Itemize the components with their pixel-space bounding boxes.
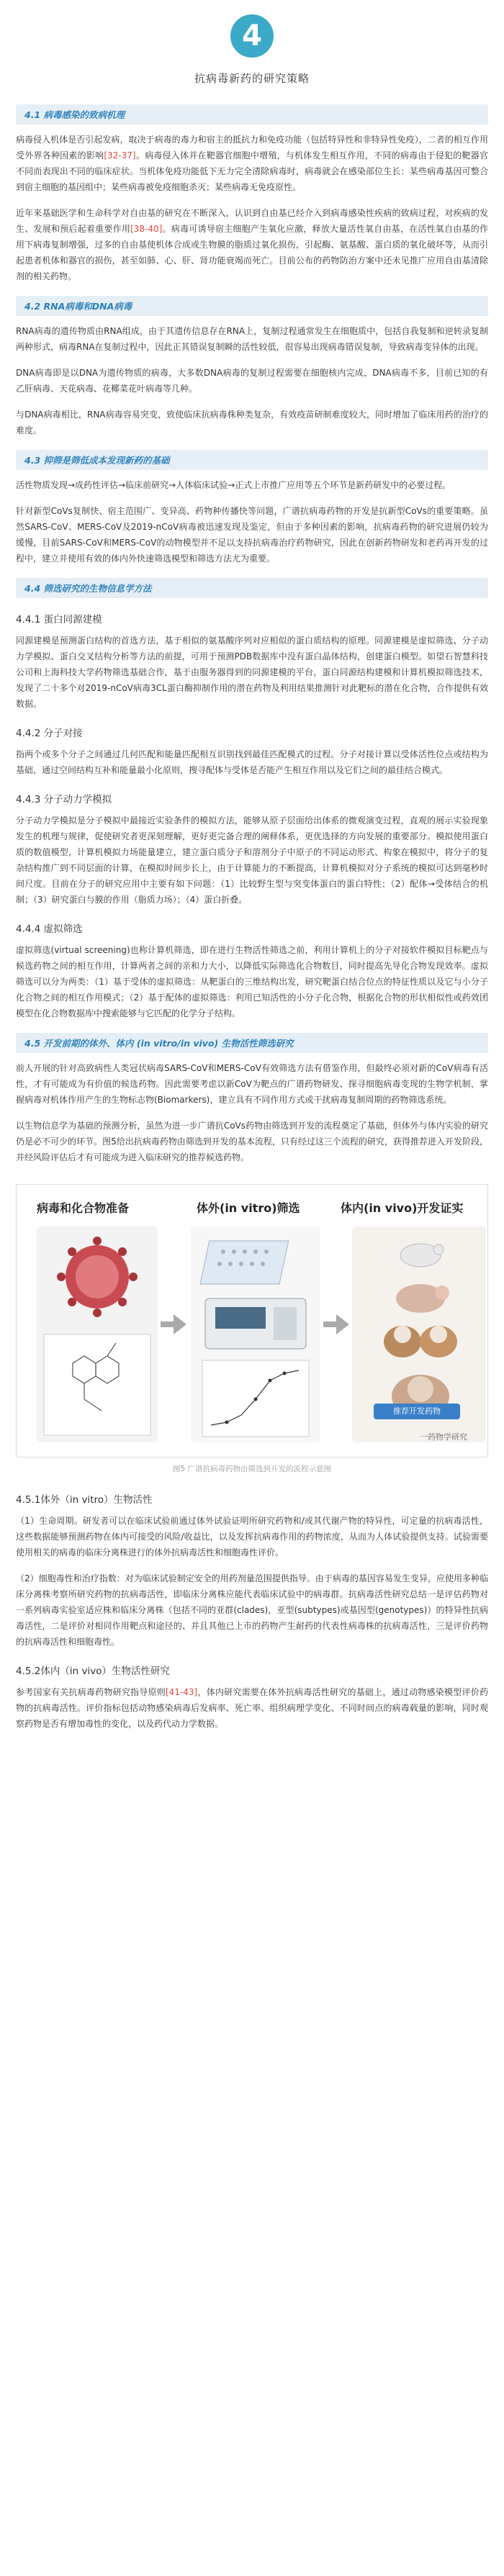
article-body — [0, 104, 504, 1732]
flow-arrow — [161, 1321, 175, 1327]
subheading-4-5-2: 4.5.2体内（in vivo）生物活性研究 — [16, 1666, 170, 1677]
paragraph: 虚拟筛选(virtual screening)也称计算机筛选，即在进行生物活性筛选之前，利用计算机上的分子对接软件模拟目标靶点与候选药物之间的相互作用，计算两者之间的亲和力大小，以降低实际筛选化合物数目，同时提高先导化合物发现效率。虚拟筛选可以分为两类：（1）基于受体的虚拟筛选：从靶蛋白的三维结构出发，研究靶蛋白结合位点的特征性质以及它与小分子化合物之间的相互作用模式；（2）基于配体的虚拟筛选：利用已知活性的小分子化合物，根据化合物的形状相似性或药效团模型在化合物数据库中搜索能够与它匹配的化学分子结构。 — [16, 945, 488, 1018]
section-heading-4-4: 4.4 筛选研究的生物信息学方法 — [16, 578, 488, 598]
page-title: 抗病毒新药的研究策略 — [194, 72, 310, 85]
flow-figure — [16, 1184, 488, 1458]
citation-ref: [41-43] — [166, 1687, 198, 1697]
recommend-badge: 推荐开发药物 — [374, 1404, 460, 1419]
paragraph: RNA病毒的遗传物质由RNA组成，由于其遗传信息存在RNA上，复制过程通常发生在细胞质中，包括自我复制和逆转录复制两种形式，病毒RNA在复制过程中，因此正其错误复制瞬的活性较低，很容易出现病毒错误复制，导致病毒变异体的出现。 — [16, 326, 488, 352]
paragraph: 分子动力学模拟是分子模拟中最接近实验条件的模拟方法，能够从原子层面给出体系的微观演变过程，直观的展示实验现象发生的机理与规律，促使研究者更深刻理解，更好更完备合理的阐释体系，更优选择的方向发展的重要部分。模拟使用蛋白质的数值模型，计算机模拟力场能量建立，建立蛋白质分子和溶剂分子中原子的不同运动形式、构象在模拟中，将分子的复杂结构推广到不同层面的计算，在模拟时间步长上，由于计算能力的不断提高，计算机模拟对分子系统的模拟可达到毫秒时间尺度。目前在分子的研究应用中主要有如下问题：（1）比较野生型与突变体蛋白的蛋白特性；（2）配体→受体结合的机制；（3）研究蛋白与膜的作用（脂质力场）；（4）蛋白折叠。 — [16, 815, 488, 905]
paragraph: 指两个或多个分子之间通过几何匹配和能量匹配相互识别找到最佳匹配模式的过程。分子对接计算以受体活性位点或结构为基础，通过空间结构互补和能量最小化原则，搜寻配体与受体是否能产生相互作用以及它们之间的最佳结合模式。 — [16, 749, 488, 775]
virus-illustration — [37, 1226, 158, 1442]
flow-arrow — [323, 1321, 338, 1327]
section-heading-4-1: 4.1 病毒感染的致病机理 — [16, 104, 488, 125]
paragraph: （2）细胞毒性和治疗指数：对为临床试验制定安全的用药剂量范围提供指导。由于病毒的基因容易发生变异，应使用多种临床分离株考察所研究药物的抗病毒活性，即临床分离株应能代表临床试验中的病毒群。抗病毒活性研究总结一是评估药物对一系列病毒实验室适应株和临床分离株（包括不同的亚群(clades)，亚型(subtypes)或基因型(genotypes)）的特异性抗病毒活性，二是评价对相同作用靶点和途径的、并且其他已上市的药物产生耐药的代表性病毒株的抗病毒活性，三是评价药物的抗病毒活性和细胞毒性。 — [16, 1573, 488, 1647]
section-badge: 4 — [230, 14, 274, 58]
figure-caption: 图5 广谱抗病毒药物由筛选到开发的流程示意图 — [172, 1465, 332, 1473]
paragraph: 同源建模是预测蛋白结构的首选方法，基于相似的氨基酸序列对应相似的蛋白质结构的原理。同源建模是虚拟筛选、分子动力学模拟、蛋白交叉结构分析等方法的前提，可用于预测PDB数据库中没有蛋白晶体结构，创建蛋白模型。如望石智慧科技公司和上海科技大学药物筛选基础合作，基于由服务器得到的同源建模的平台，蛋白同源结构建模和计算机模拟筛选技术，发现了二十多个对2019-nCoV病毒3CL蛋白酶抑制作用的潜在药物及利用结果推测针对此靶标的潜在化合物，合作提供有效数据。 — [16, 636, 488, 709]
subheading-4-4-1: 4.4.1 蛋白同源建模 — [16, 614, 102, 625]
section-heading-4-3: 4.3 抑筛是筛低成本发现新药的基础 — [16, 450, 488, 470]
paragraph: 病毒侵入机体是否引起发病，取决于病毒的毒力和宿主的抵抗力和免疫功能（包括特异性和非特异性免疫），二者的相互作用受外界各种因素的影响[32-37]。病毒侵入体并在靶器官细胞中增殖，与机体发生相互作用，不同的病毒由于侵犯的靶器官不同而表现出不同的临床症状。当机体免疫功能低下无力完全清除病毒时，病毒就会在感染部位生长：某些病毒基因可整合到宿主细胞的基因组中；某些病毒被免疫细胞杀灭；某些病毒无免疫原性。 — [16, 135, 488, 192]
paragraph: 与DNA病毒相比，RNA病毒容易突变，致使临床抗病毒株种类复杂，有效疫苗研制难度较大，同时增加了临床用药的治疗的难度。 — [16, 410, 488, 435]
paragraph: （1）生命周期。研发者可以在临床试验前通过体外试验证明所研究药物和/或其代谢产物的特异性，可定量的抗病毒活性，这些数据能够预测药物在体内可接受的风险/收益比，以及发挥抗病毒作用的药物浓度，从而为人体试验提供支持。试验需要使用相关的病毒的临床分离株进行的体外抗病毒活性和细胞毒性评价。 — [16, 1516, 488, 1558]
lab-equipment-illustration — [191, 1226, 320, 1442]
section-heading-4-5: 4.5 开发前期的体外、体内 (in vitro/in vivo) 生物活性筛选研究 — [16, 1033, 488, 1053]
virus-compound-panel — [37, 1226, 158, 1442]
subheading-4-4-2: 4.4.2 分子对接 — [16, 728, 83, 739]
paragraph: DNA病毒即是以DNA为遗传物质的病毒，大多数DNA病毒的复制过程需要在细胞核内完成，DNA病毒不多，目前已知的有乙肝病毒、天花病毒、花椰菜花叶病毒等几种。 — [16, 368, 488, 394]
section-heading-4-2: 4.2 RNA病毒和DNA病毒 — [16, 296, 488, 316]
paragraph: 活性物质发现→成药性评估→临床前研究→人体临床试验→正式上市推广应用等五个环节是新药研发中的必要过程。 — [16, 480, 451, 490]
subheading-4-5-1: 4.5.1体外（in vitro）生物活性 — [16, 1494, 153, 1506]
figure-column-label: 病毒和化合物准备 — [37, 1201, 130, 1215]
figure-column-label: 体外(in vitro)筛选 — [197, 1201, 300, 1215]
flow-arrow-head — [174, 1314, 186, 1334]
paragraph: 针对新型CoVs复制快、宿主范围广、变异高、药物种传播快等问题，广谱抗病毒药物的开发是抗新型CoVs的重要策略。虽然SARS-CoV、MERS-CoV及2019-nCoV病毒被迅速发现及鉴定，但由于多种因素的影响，抗病毒药物的研究进展仍较为缓慢，目前SARS-CoV和MERS-CoV的动物模型并不足以支持抗病毒治疗药物研究，因此在创新药物研发和老药再开发的过程中，建立并使用有效的体内外快速筛选模型和筛选方法尤为重要。 — [16, 506, 488, 564]
paragraph: 以生物信息学为基础的预测分析，虽然为进一步广谱抗CoVs药物由筛选到开发的流程奠定了基础，但体外与体内实验的研究仍是必不可少的环节。图5给出抗病毒药物由筛选到开发的基本流程，只有经过这三个流程的研究，获得推荐进入开发阶段，并经风险评估后才有可能成为进入临床研究的推荐候选药物。 — [16, 1121, 488, 1162]
flow-arrow-head — [336, 1314, 349, 1334]
subheading-4-4-4: 4.4.4 虚拟筛选 — [16, 923, 83, 935]
subheading-4-4-3: 4.4.3 分子动力学模拟 — [16, 794, 112, 805]
figure-column-label: 体内(in vivo)开发证实 — [341, 1201, 464, 1215]
paragraph: 前人开展的针对高致病性人类冠状病毒SARS-CoV和MERS-CoV有效筛选方法有借鉴作用，但最终必须对新的CoV病毒有活性，才有可能成为有价值的候选药物。因此需要考虑以新CoV为靶点的广谱药物研发、探寻细胞病毒变现的生物学机制，掌握病毒对机体作用产生的生物标志物(Biomarkers)，建立具有不同作用方式或干扰病毒复制周期的药物筛选系统。 — [16, 1063, 488, 1105]
in-vitro-panel — [191, 1226, 320, 1442]
paragraph: 近年来基础医学和生命科学对自由基的研究在不断深入，认识到自由基已经介入到病毒感染性疾病的致病过程，对疾病的发生、发展和预后起着重要作用[38-40]。病毒可诱导宿主细胞产生氧化应激，释放大量活性氧自由基，在活性氧自由基的作用下病毒复制增强，过多的自由基使机体合成或生物膜的脂质过氧化损伤，引起酶、氨基酸、蛋白质的氧化破坏等，从而引起患者机体和器官的损伤，甚至如肺、心、肝、肾功能衰竭而死亡。目前公布的药物防治方案中还未见推广应用自由基清除剂的相关药物。 — [16, 208, 488, 281]
citation-ref: [32-37] — [104, 150, 136, 161]
paragraph: 参考国家有关抗病毒药物研究指导原则[41-43]，体内研究需要在体外抗病毒活性研究的基础上，通过动物感染模型评价药物的抗病毒活性。评价指标包括动物感染病毒后发病率、死亡率、组织病理学变化、不同时间点的病毒载量的影响，同时观察药物是否有增加毒性的变化，以及药代动力学数据。 — [16, 1687, 488, 1729]
citation-ref: [38-40] — [130, 224, 163, 234]
watermark-text: 一药物学研究 — [420, 1432, 467, 1442]
